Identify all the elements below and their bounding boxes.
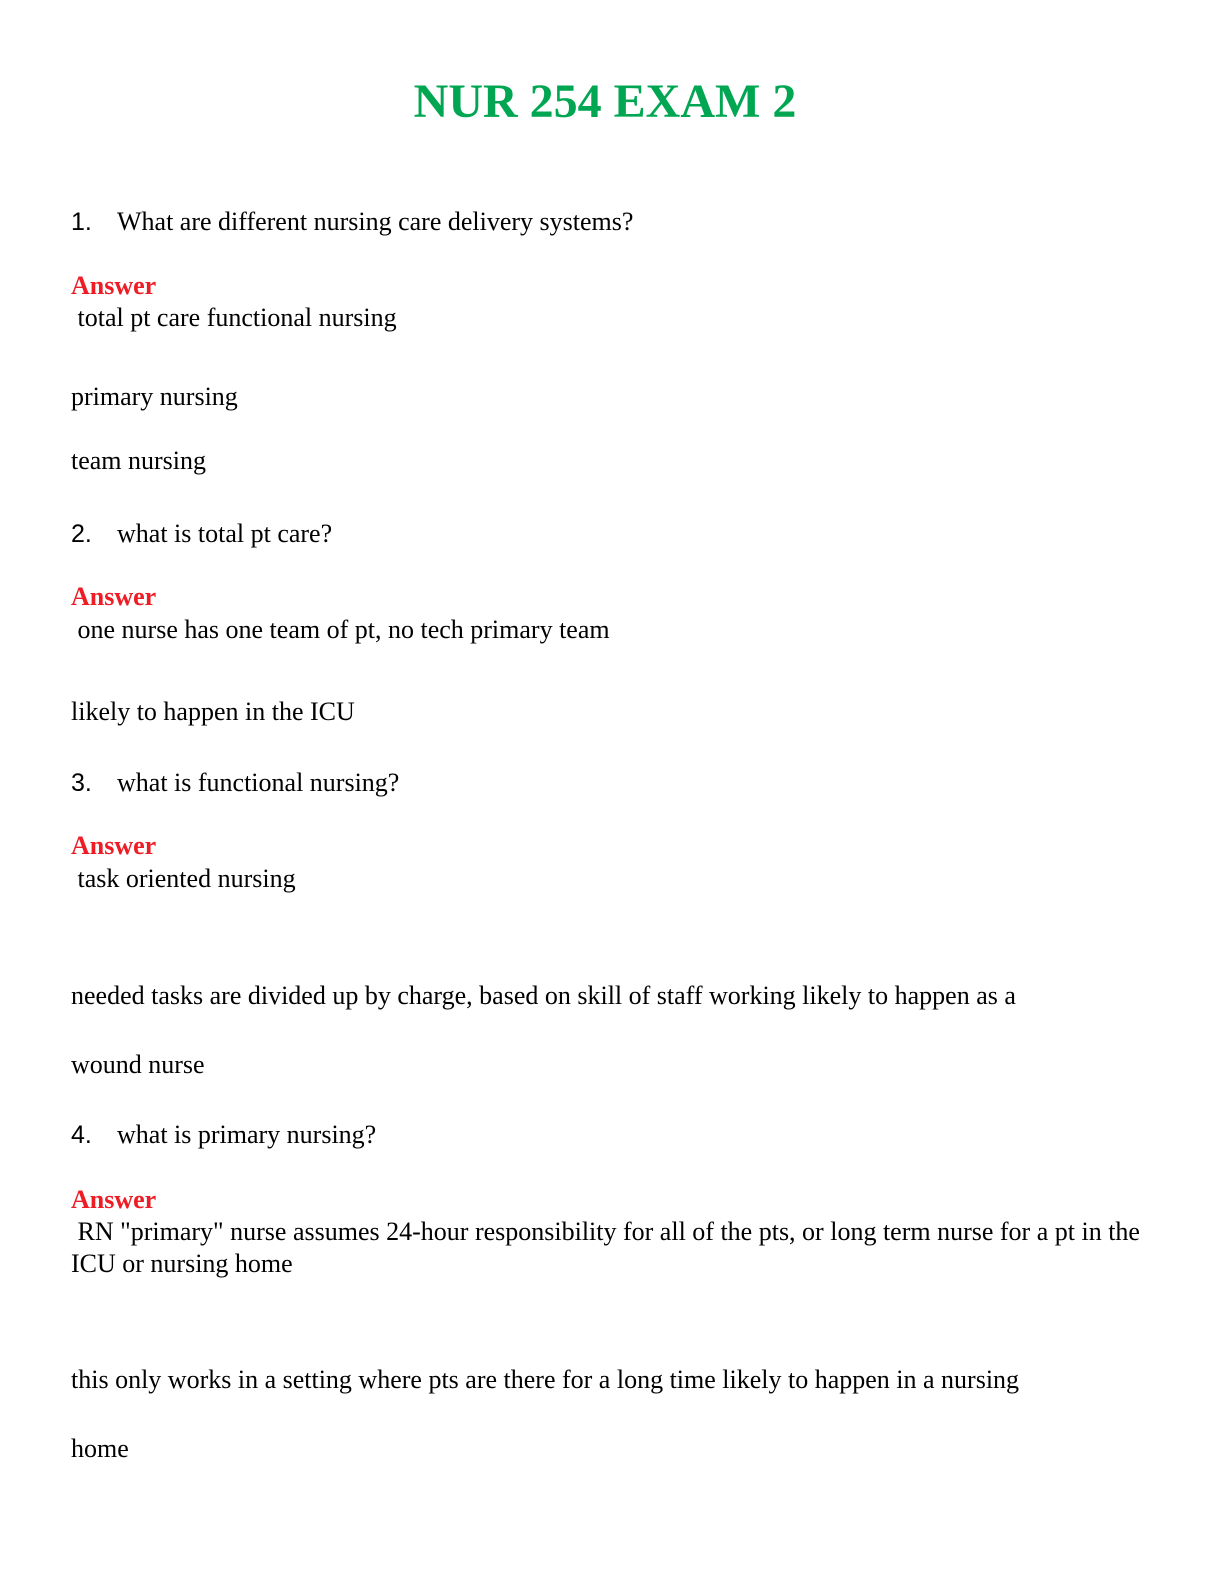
question-4-number: 4. — [71, 1121, 92, 1149]
answer-4-line-3: home — [71, 1434, 129, 1463]
answer-3-line-3: wound nurse — [71, 1050, 205, 1079]
question-3 — [71, 767, 399, 799]
question-4-text: what is primary nursing? — [117, 1120, 377, 1149]
answer-1-line-2: primary nursing — [71, 382, 238, 411]
question-2-text: what is total pt care? — [117, 519, 333, 548]
answer-label-2: Answer — [71, 582, 157, 611]
answer-4-line-1: RN "primary" nurse assumes 24-hour responsibility for all of the pts, or long term nurse for a pt in the ICU or nursing home — [71, 1217, 1147, 1278]
question-2-number: 2. — [71, 520, 92, 548]
answer-label-1: Answer — [71, 271, 157, 300]
answer-1-line-3: team nursing — [71, 446, 207, 475]
question-4 — [71, 1119, 376, 1151]
question-3-number: 3. — [71, 769, 92, 797]
answer-4-line-2: this only works in a setting where pts are there for a long time likely to happen in a nursing — [71, 1365, 1020, 1394]
answer-label-4: Answer — [71, 1185, 157, 1214]
page-title: NUR 254 EXAM 2 — [413, 75, 797, 128]
question-2 — [71, 518, 332, 550]
question-1-text: What are different nursing care delivery systems? — [117, 207, 634, 236]
question-1-number: 1. — [71, 208, 92, 236]
answer-3-line-1: task oriented nursing — [71, 864, 296, 893]
answer-3-line-2: needed tasks are divided up by charge, based on skill of staff working likely to happen as a — [71, 981, 1016, 1010]
question-1 — [71, 206, 633, 238]
answer-label-3: Answer — [71, 831, 157, 860]
answer-2-line-1: one nurse has one team of pt, no tech primary team — [71, 615, 610, 644]
answer-1-line-1: total pt care functional nursing — [71, 303, 397, 332]
answer-2-line-2: likely to happen in the ICU — [71, 697, 355, 726]
question-3-text: what is functional nursing? — [117, 768, 400, 797]
